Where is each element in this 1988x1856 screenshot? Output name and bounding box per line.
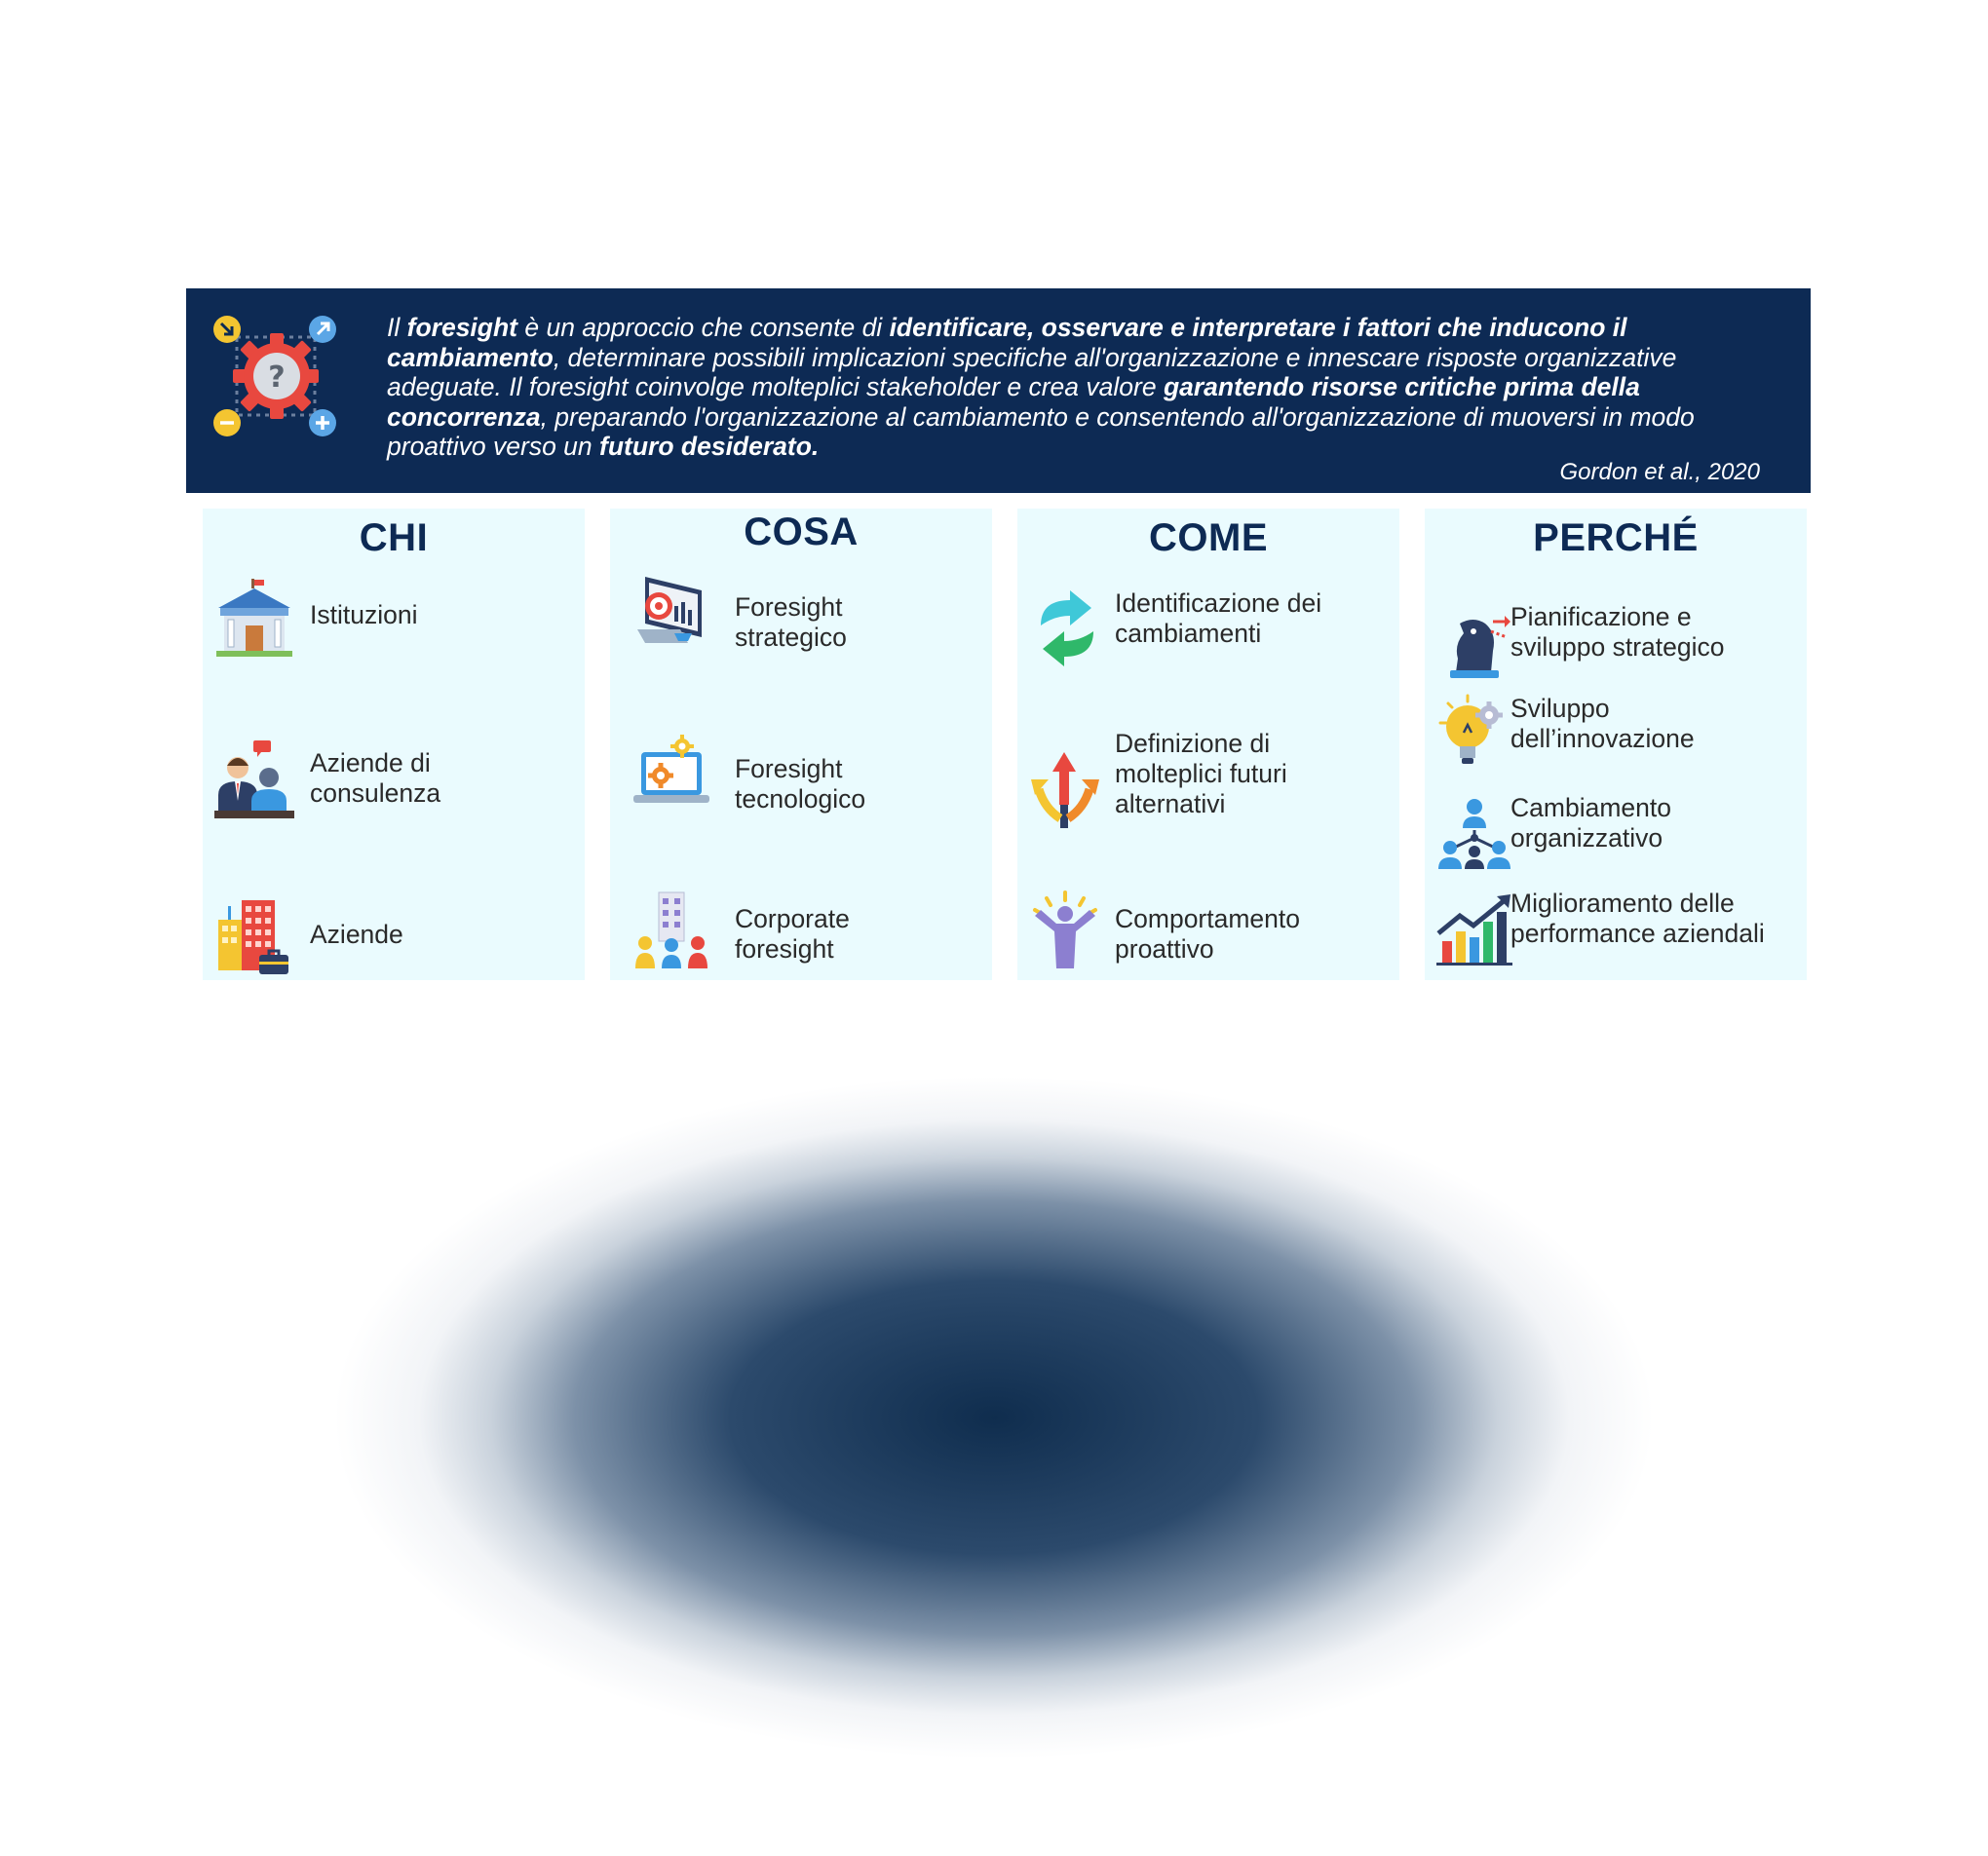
- item-label: Cambiamento organizzativo: [1510, 793, 1671, 852]
- item-label: Aziende di consulenza: [310, 748, 441, 808]
- column-title: COSA: [744, 511, 859, 553]
- quote-highlight: futuro desiderato.: [599, 432, 820, 461]
- item-label: Foresight strategico: [735, 592, 847, 652]
- item-label: Aziende: [310, 920, 403, 949]
- consultants-icon: [214, 739, 294, 818]
- item-label: Identificazione dei cambiamenti: [1115, 588, 1322, 648]
- strategy-dashboard-icon: [631, 573, 711, 653]
- column-title: CHI: [359, 516, 429, 559]
- definition-banner: [186, 288, 1811, 493]
- citation: Gordon et al., 2020: [1559, 459, 1760, 485]
- column-title: PERCHÉ: [1533, 516, 1699, 559]
- column-chi: [203, 509, 585, 980]
- quote-text: è un approccio che consente di: [517, 313, 890, 342]
- quote-highlight: identificare, osservare e interpretare i fattori che inducono il cambiamento: [387, 313, 1627, 372]
- company-buildings-icon: [214, 898, 294, 978]
- laptop-gear-icon: [631, 735, 711, 814]
- institution-building-icon: [214, 579, 294, 659]
- multiple-paths-icon: [1025, 750, 1105, 830]
- background-dome: [146, 979, 1842, 1856]
- item-label: Comportamento proattivo: [1115, 904, 1301, 964]
- svg-text:?: ?: [268, 360, 286, 395]
- column-come: [1017, 509, 1399, 980]
- quote-highlight: garantendo risorse critiche prima della concorrenza: [387, 372, 1640, 432]
- quote-highlight: foresight: [406, 313, 517, 342]
- column-title: COME: [1149, 516, 1268, 559]
- organization-people-icon: [1434, 793, 1514, 873]
- growth-chart-icon: [1434, 889, 1514, 968]
- item-label: Sviluppo dell’innovazione: [1510, 694, 1695, 753]
- item-label: Pianificazione e sviluppo strategico: [1510, 602, 1725, 662]
- item-label: Istituzioni: [310, 600, 418, 629]
- item-label: Miglioramento delle performance aziendali: [1510, 889, 1765, 948]
- quote-text: , preparando l'organizzazione al cambiamento e consentendo all'organizzazione di muoversi in modo proattivo verso un: [387, 401, 1695, 461]
- corporate-team-icon: [631, 890, 711, 970]
- change-arrows-icon: [1027, 588, 1107, 668]
- column-perche: [1425, 509, 1807, 980]
- column-cosa: [610, 509, 992, 980]
- gear-question-icon: [213, 314, 338, 438]
- quote-text: Il: [387, 313, 407, 342]
- item-label: Definizione di molteplici futuri alternativi: [1115, 729, 1287, 818]
- chess-knight-icon: [1434, 602, 1514, 682]
- proactive-person-icon: [1025, 890, 1105, 970]
- item-label: Foresight tecnologico: [735, 754, 866, 814]
- item-label: Corporate foresight: [735, 904, 850, 964]
- quote-text: , determinare possibili implicazioni specifiche all'organizzazione e innescare risposte organizzative adeguate. Il foresight coinvolge molteplici stakeholder e crea valore: [387, 342, 1677, 401]
- foresight-definition-quote: [387, 313, 1780, 462]
- lightbulb-gear-icon: [1434, 694, 1514, 774]
